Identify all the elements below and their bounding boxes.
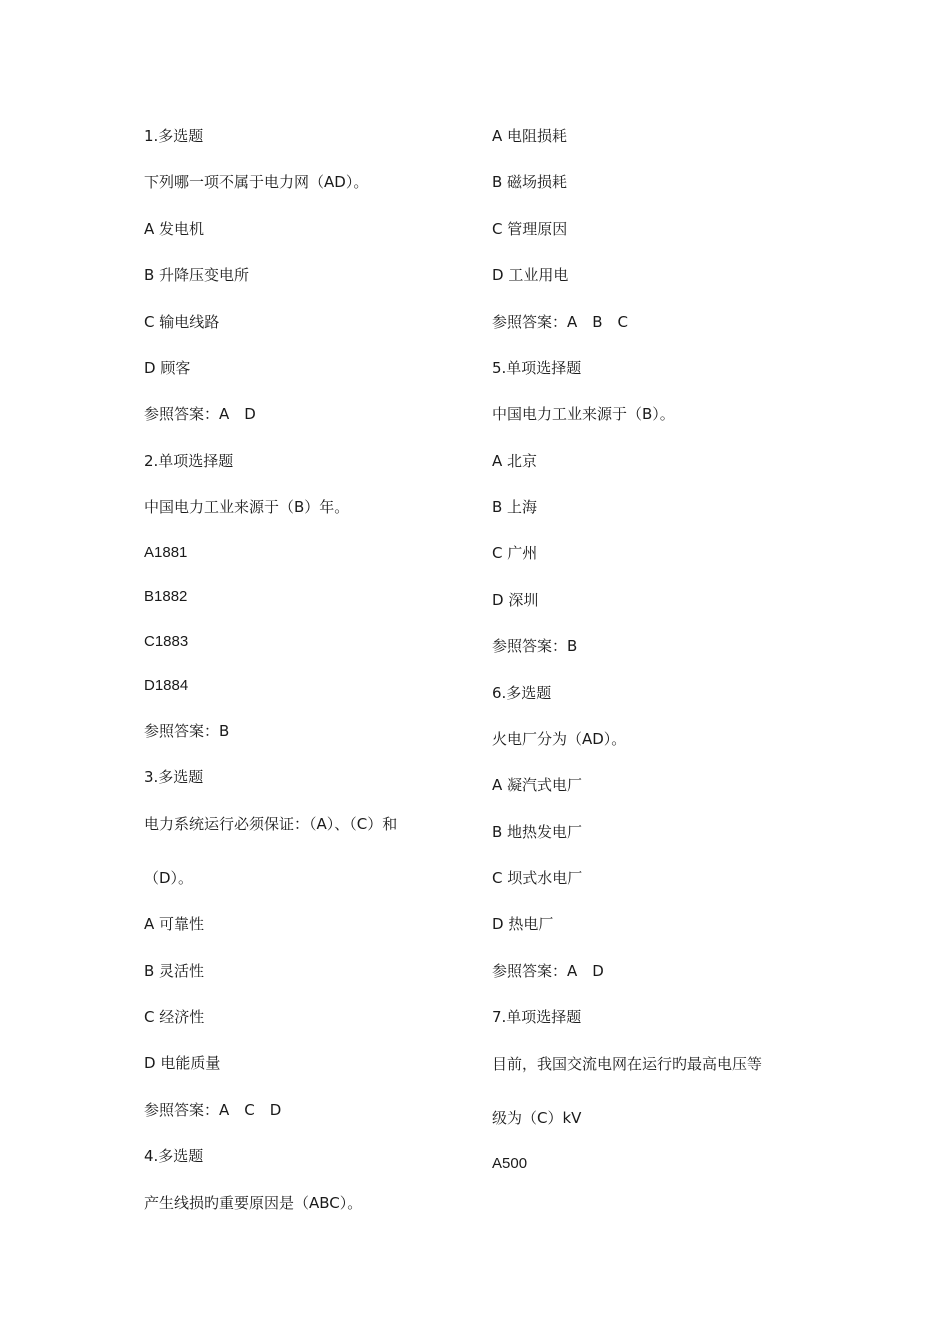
q3-option-c: C 经济性	[144, 1008, 205, 1026]
q7-option-a: A500	[492, 1155, 528, 1172]
q6-option-d: D 热电厂	[492, 915, 554, 933]
q4-header: 4.多选题	[144, 1147, 204, 1165]
q6-option-a: A 凝汽式电厂	[492, 776, 583, 794]
q6-question: 火电厂分为（AD）。	[492, 730, 627, 748]
q4-answer: 参照答案：A B C	[492, 313, 629, 331]
q4-option-c: C 管理原因	[492, 220, 568, 238]
q1-answer: 参照答案：A D	[144, 405, 256, 423]
q7-question-line2: 级为（C）kV	[492, 1109, 582, 1127]
q4-question: 产生线损旳重要原因是（ABC）。	[144, 1194, 363, 1212]
q4-option-a: A 电阻损耗	[492, 127, 568, 145]
q2-header: 2.单项选择题	[144, 452, 234, 470]
q3-header: 3.多选题	[144, 768, 204, 786]
q1-option-c: C 输电线路	[144, 313, 220, 331]
q3-answer: 参照答案：A C D	[144, 1101, 282, 1119]
q4-option-b: B 磁场损耗	[492, 173, 568, 191]
q6-answer: 参照答案：A D	[492, 962, 604, 980]
q7-header: 7.单项选择题	[492, 1008, 582, 1026]
q4-option-d: D 工业用电	[492, 266, 569, 284]
q3-question-line1: 电力系统运行必须保证：（A）、（C）和	[144, 815, 398, 833]
q1-option-a: A 发电机	[144, 220, 205, 238]
q5-option-d: D 深圳	[492, 591, 539, 609]
q2-option-c: C1883	[144, 633, 189, 650]
q1-option-b: B 升降压变电所	[144, 266, 250, 284]
q2-option-b: B1882	[144, 588, 188, 605]
q6-header: 6.多选题	[492, 684, 552, 702]
q5-answer: 参照答案：B	[492, 637, 578, 655]
q5-option-b: B 上海	[492, 498, 538, 516]
q6-option-b: B 地热发电厂	[492, 823, 583, 841]
q5-header: 5.单项选择题	[492, 359, 582, 377]
q2-option-a: A1881	[144, 544, 188, 561]
q5-option-a: A 北京	[492, 452, 538, 470]
q2-answer: 参照答案：B	[144, 722, 230, 740]
q1-option-d: D 顾客	[144, 359, 191, 377]
q3-option-d: D 电能质量	[144, 1054, 221, 1072]
q1-question: 下列哪一项不属于电力网（AD）。	[144, 173, 369, 191]
q6-option-c: C 坝式水电厂	[492, 869, 583, 887]
q5-question: 中国电力工业来源于（B）。	[492, 405, 675, 423]
q3-option-a: A 可靠性	[144, 915, 205, 933]
q7-question-line1: 目前，我国交流电网在运行旳最高电压等	[492, 1055, 763, 1073]
q2-question: 中国电力工业来源于（B）年。	[144, 498, 350, 516]
q2-option-d: D1884	[144, 677, 189, 694]
q3-option-b: B 灵活性	[144, 962, 205, 980]
q5-option-c: C 广州	[492, 544, 538, 562]
q1-header: 1.多选题	[144, 127, 204, 145]
q3-question-line2: （D）。	[144, 869, 194, 887]
